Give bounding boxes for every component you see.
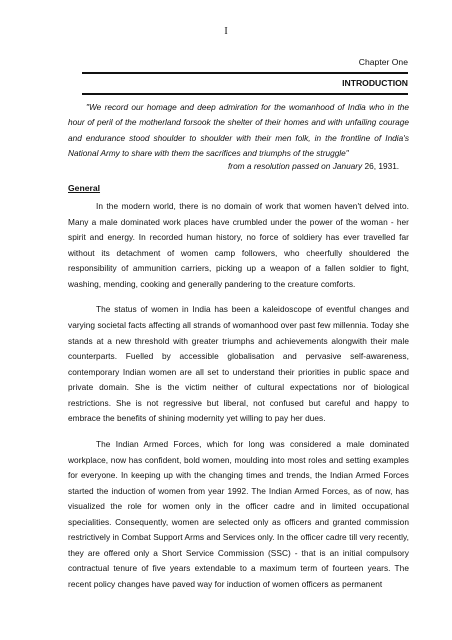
body-text	[68, 199, 409, 603]
header-rule-top	[82, 72, 408, 74]
attribution-prefix: from a resolution passed on January	[228, 161, 365, 171]
paragraph: In the modern world, there is no domain of work that women haven't delved into. Many a male dominated work places have crumbled under the power of the woman - her spirit and energy. In recorded human history, no force of soldiery has ever travelled far without its detachment of women camp followers, who cheerfully shouldered the responsibility of ammunition carriers, picking up a weapon of a fallen soldier to fight, washing, mending, cooking and generally pandering to the creature comforts.	[68, 201, 409, 289]
chapter-title: INTRODUCTION	[342, 78, 408, 88]
chapter-label: Chapter One	[358, 57, 408, 67]
paragraph: The status of women in India has been a kaleidoscope of eventful changes and varying societal facts affecting all strands of womanhood over past few millennia. Today she stands at a new threshold with greater triumphs and achievements alongwith their male counterparts. Fuelled by accessible globalisation and pervasive self-awareness, contemporary Indian women are all set to understand their priorities in public space and private domain. She is the victim neither of cultural expectations nor of biological restrictions. She is not regressive but liberal, not confused but careful and happy to embrace the benefits of shining modernity yet willing to pay her dues.	[68, 304, 409, 424]
paragraph: The Indian Armed Forces, which for long was considered a male dominated workplace, now has confident, bold women, moulding into most roles and setting examples for everyone. In keeping up with the changing times and trends, the Indian Armed Forces started the induction of women from year 1992. The Indian Armed Forces, as of now, has visualized the role for women only in the officer cadre and in limited occupational specialities. Consequently, women are selected only as officers and granted commission restrictively in Combat Support Arms and Services only. In the officer cadre till very recently, they are offered only a Short Service Commission (SSC) - that is an initial compulsory contractual tenure of five years extendable to a maximum term of fourteen years. The recent policy changes have paved way for induction of women officers as permanent	[68, 439, 409, 589]
epigraph-attribution	[228, 160, 399, 172]
header-rule-bottom	[82, 93, 408, 95]
section-heading: General	[68, 183, 101, 193]
epigraph-quote: "We record our homage and deep admiration for the womanhood of India who in the hour of peril of the motherland forsook the shelter of their homes and with unfailing courage and endurance stood shoulder to shoulder with their men folk, in the frontline of India's National Army to share with them the sacrifices and triumphs of the struggle"	[68, 102, 409, 158]
page-number: I	[224, 26, 228, 37]
attribution-date: 26, 1931.	[364, 161, 400, 171]
